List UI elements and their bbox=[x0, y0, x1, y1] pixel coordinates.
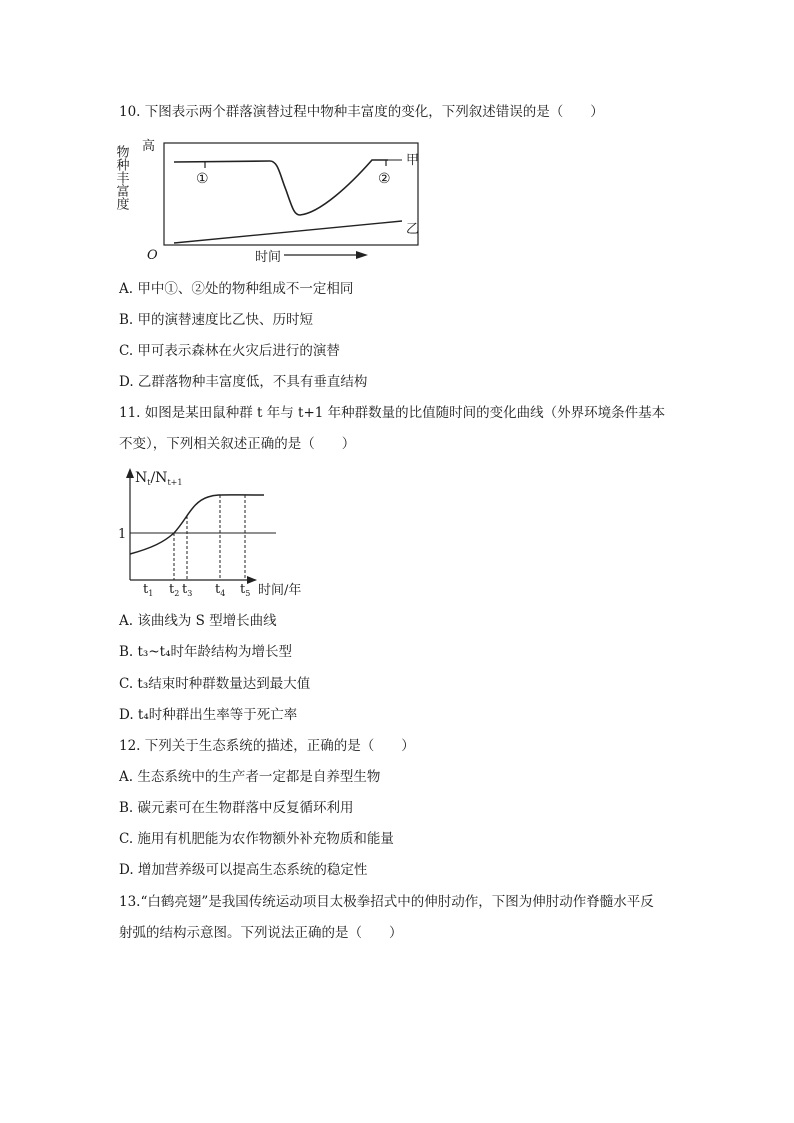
q10-x-axis-label: 时间 bbox=[255, 250, 282, 265]
q12-option-a: A. 生态系统中的生产者一定都是自养型生物 bbox=[119, 769, 381, 785]
q11-stem-line1: 11. 如图是某田鼠种群 t 年与 t+1 年种群数量的比值随时间的变化曲线（外界环境条件基本 bbox=[119, 405, 666, 421]
q10-option-a: A. 甲中①、②处的物种组成不一定相同 bbox=[119, 281, 354, 297]
q10-figure bbox=[110, 135, 430, 265]
q10-y-high-label: 高 bbox=[142, 139, 156, 154]
q11-tick-t1: $t_1$ bbox=[143, 582, 154, 598]
q11-option-b: B. t₃~t₄时年龄结构为增长型 bbox=[119, 644, 292, 660]
q11-option-c: C. t₃结束时种群数量达到最大值 bbox=[119, 676, 311, 692]
q11-y-arrow-head bbox=[126, 468, 134, 478]
q12-option-b: B. 碳元素可在生物群落中反复循环利用 bbox=[119, 800, 354, 816]
q11-curve bbox=[130, 495, 264, 554]
q10-point1-label: ① bbox=[196, 171, 209, 187]
q11-tick-t5: $t_5$ bbox=[240, 582, 251, 598]
q11-tick-t4: $t_4$ bbox=[215, 582, 226, 598]
q11-y-axis-label: $N_t/N_{t+1}$ bbox=[135, 470, 183, 487]
q10-point2-label: ② bbox=[378, 171, 391, 187]
q12-option-c: C. 施用有机肥能为农作物额外补充物质和能量 bbox=[119, 831, 394, 847]
q11-tick-t3: $t_3$ bbox=[182, 582, 193, 598]
q13-stem-line1: 13.“白鹤亮翅”是我国传统运动项目太极拳招式中的伸肘动作，下图为伸肘动作脊髓水平反 bbox=[119, 894, 654, 910]
q11-figure bbox=[112, 462, 312, 602]
q12-option-d: D. 增加营养级可以提高生态系统的稳定性 bbox=[119, 862, 368, 878]
q10-curve-yi-label: 乙 bbox=[406, 222, 420, 237]
q10-option-d: D. 乙群落物种丰富度低，不具有垂直结构 bbox=[119, 374, 368, 390]
q10-option-c: C. 甲可表示森林在火灾后进行的演替 bbox=[119, 343, 340, 359]
q10-curve-jia bbox=[174, 160, 388, 215]
q11-option-a: A. 该曲线为 S 型增长曲线 bbox=[119, 613, 277, 629]
q11-option-d: D. t₄时种群出生率等于死亡率 bbox=[119, 707, 298, 723]
q10-figure-frame bbox=[164, 143, 418, 245]
q10-y-axis-label: 物种丰富度 bbox=[113, 145, 129, 210]
q10-curve-jia-label: 甲 bbox=[406, 153, 420, 168]
q11-y-tick-one: 1 bbox=[118, 527, 127, 542]
q10-curve-yi bbox=[174, 221, 402, 243]
q10-stem: 10. 下图表示两个群落演替过程中物种丰富度的变化，下列叙述错误的是（ ） bbox=[119, 104, 604, 120]
q10-x-arrow-head bbox=[356, 251, 368, 259]
q11-tick-t2: $t_2$ bbox=[169, 582, 180, 598]
q10-option-b: B. 甲的演替速度比乙快、历时短 bbox=[119, 312, 314, 328]
q12-stem: 12. 下列关于生态系统的描述，正确的是（ ） bbox=[119, 738, 415, 754]
q11-x-axis-label: 时间/年 bbox=[258, 583, 302, 598]
q13-stem-line2: 射弧的结构示意图。下列说法正确的是（ ） bbox=[119, 925, 403, 941]
q11-stem-line2: 不变），下列相关叙述正确的是（ ） bbox=[119, 436, 356, 452]
q11-x-arrow-head bbox=[247, 576, 257, 584]
q10-origin-label: O bbox=[147, 248, 158, 263]
